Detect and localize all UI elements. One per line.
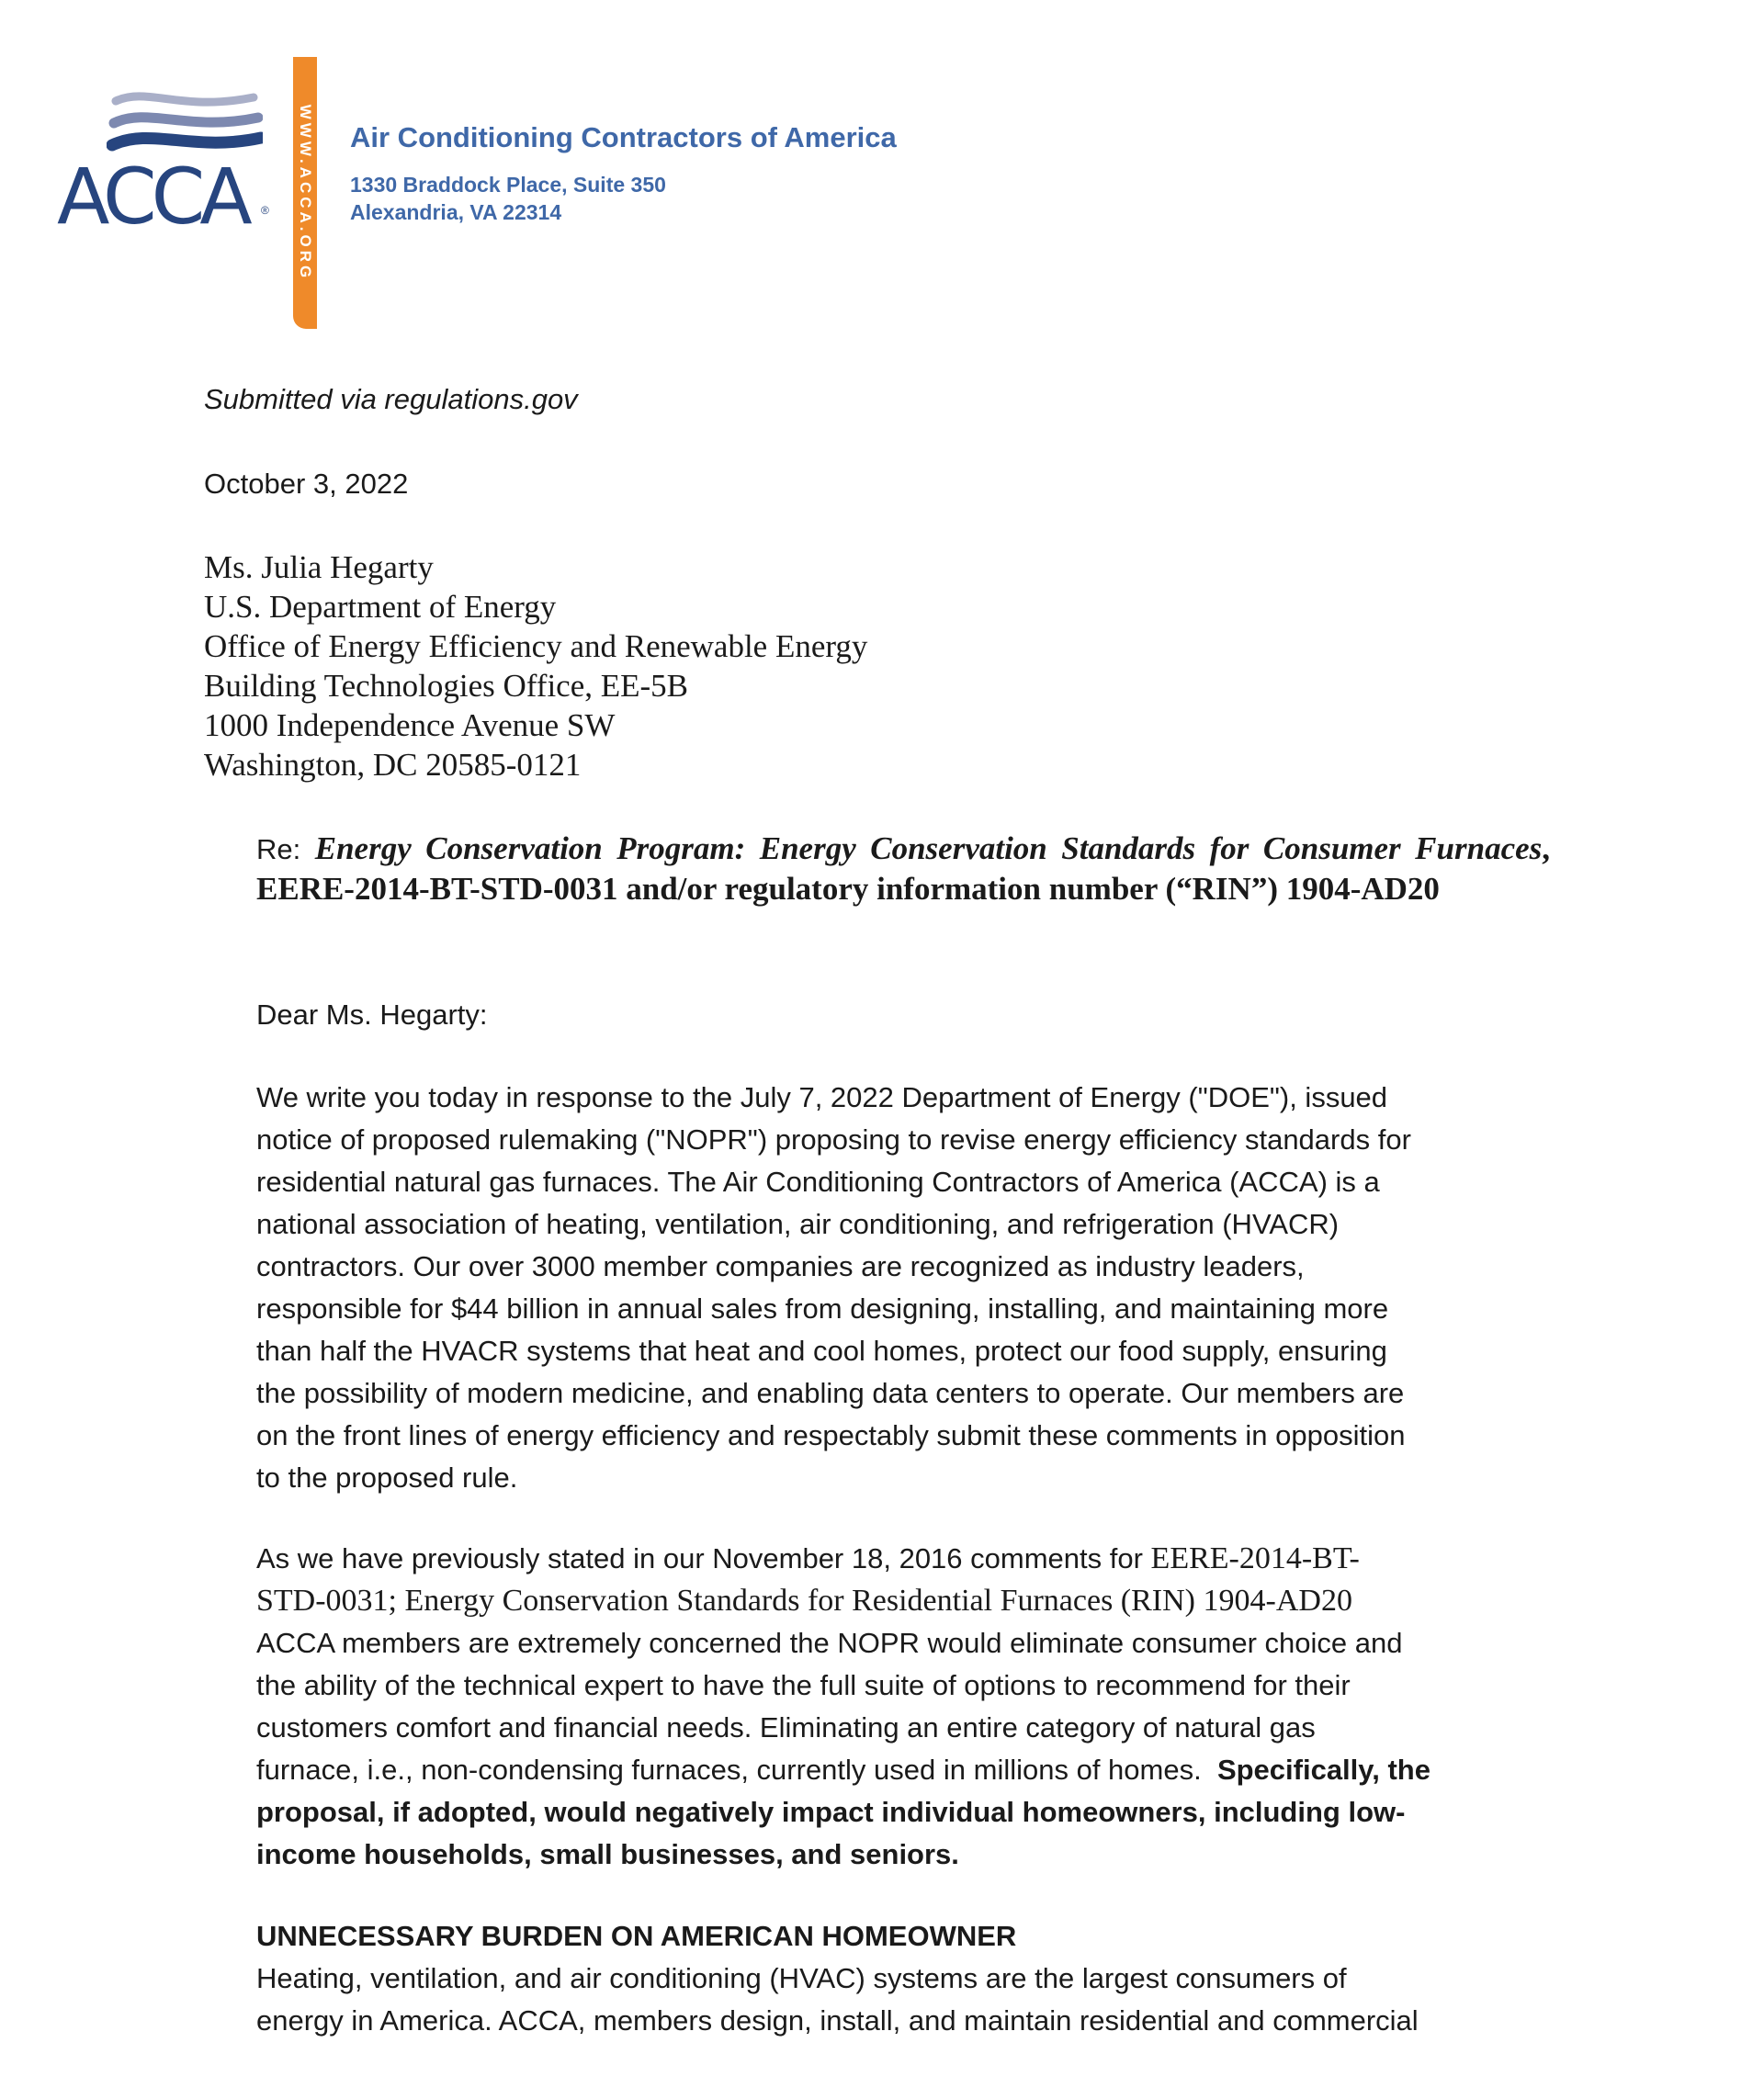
text-run: As we have previously stated in our November 18, 2016 comments for xyxy=(256,1542,1151,1574)
text-line: ACCA members are extremely concerned the NOPR would eliminate consumer choice and xyxy=(256,1627,1403,1659)
text-line: customers comfort and financial needs. Eliminating an entire category of natural gas xyxy=(256,1711,1316,1744)
text-run: EERE-2014-BT- xyxy=(1150,1541,1360,1575)
recipient-line: 1000 Independence Avenue SW xyxy=(204,707,616,743)
org-address-line2: Alexandria, VA 22314 xyxy=(350,200,562,224)
text-line: proposal, if adopted, would negatively impact individual homeowners, including low- xyxy=(256,1796,1406,1828)
text-line: than half the HVACR systems that heat and cool homes, protect our food supply, ensuring xyxy=(256,1335,1387,1367)
subject-line xyxy=(256,829,1550,908)
paragraph-burden xyxy=(256,1958,1561,2042)
recipient-line: Washington, DC 20585-0121 xyxy=(204,747,582,783)
org-name: Air Conditioning Contractors of America xyxy=(350,121,897,153)
recipient-line: Ms. Julia Hegarty xyxy=(204,549,434,585)
text-line: income households, small businesses, and seniors. xyxy=(256,1838,959,1870)
text-line xyxy=(256,1538,1561,1580)
recipient-line: Office of Energy Efficiency and Renewable Energy xyxy=(204,628,868,664)
text-line: We write you today in response to the July 7, 2022 Department of Energy ("DOE"), issued xyxy=(256,1081,1388,1113)
paragraph-intro xyxy=(256,1077,1561,1499)
org-address-line1: 1330 Braddock Place, Suite 350 xyxy=(350,173,666,197)
logo-wordmark: ACCA xyxy=(57,152,247,242)
text-line: notice of proposed rulemaking ("NOPR") proposing to revise energy efficiency standards for xyxy=(256,1123,1411,1156)
text-line: STD-0031; Energy Conservation Standards for Residential Furnaces (RIN) 1904-AD20 xyxy=(256,1584,1352,1618)
text-line: Heating, ventilation, and air conditioning (HVAC) systems are the largest consumers of xyxy=(256,1962,1347,1994)
re-label: Re: xyxy=(256,833,301,865)
text-line xyxy=(256,1749,1561,1791)
section-heading: UNNECESSARY BURDEN ON AMERICAN HOMEOWNER xyxy=(256,1920,1017,1952)
text-line: contractors. Our over 3000 member companies are recognized as industry leaders, xyxy=(256,1250,1305,1282)
text-run: Specifically, the xyxy=(1216,1754,1430,1786)
text-line: national association of heating, ventilation, air conditioning, and refrigeration (HVACR) xyxy=(256,1208,1340,1240)
text-line: on the front lines of energy efficiency and respectably submit these comments in opposition xyxy=(256,1419,1406,1451)
recipient-line: U.S. Department of Energy xyxy=(204,589,557,625)
text-line: residential natural gas furnaces. The Air Conditioning Contractors of America (ACCA) is a xyxy=(256,1166,1380,1198)
paragraph-previous-comments xyxy=(256,1538,1561,1876)
website-bar xyxy=(293,57,317,329)
text-line: the possibility of modern medicine, and enabling data centers to operate. Our members are xyxy=(256,1377,1405,1409)
text-line: responsible for $44 billion in annual sales from designing, installing, and maintaining more xyxy=(256,1292,1389,1325)
acca-logo xyxy=(57,85,287,241)
submitted-via: Submitted via regulations.gov xyxy=(204,383,578,415)
text-line: the ability of the technical expert to have the full suite of options to recommend for their xyxy=(256,1669,1351,1701)
subject-docket: , EERE-2014-BT-STD-0031 and/or regulatory information number (“RIN”) 1904-AD20 xyxy=(256,830,1551,907)
text-line: energy in America. ACCA, members design, install, and maintain residential and commercial xyxy=(256,2004,1419,2037)
letter-date: October 3, 2022 xyxy=(204,468,409,500)
logo-waves-icon xyxy=(107,85,263,158)
text-run: furnace, i.e., non-condensing furnaces, currently used in millions of homes. xyxy=(256,1754,1217,1786)
subject-title: Energy Conservation Program: Energy Conservation Standards for Consumer Furnaces xyxy=(314,830,1543,866)
recipient-line: Building Technologies Office, EE-5B xyxy=(204,668,688,704)
recipient-address xyxy=(204,547,867,784)
text-line: to the proposed rule. xyxy=(256,1461,518,1494)
website-url: WWW.ACCA.ORG xyxy=(297,104,314,282)
registered-mark: ® xyxy=(261,204,269,217)
salutation: Dear Ms. Hegarty: xyxy=(256,999,488,1031)
